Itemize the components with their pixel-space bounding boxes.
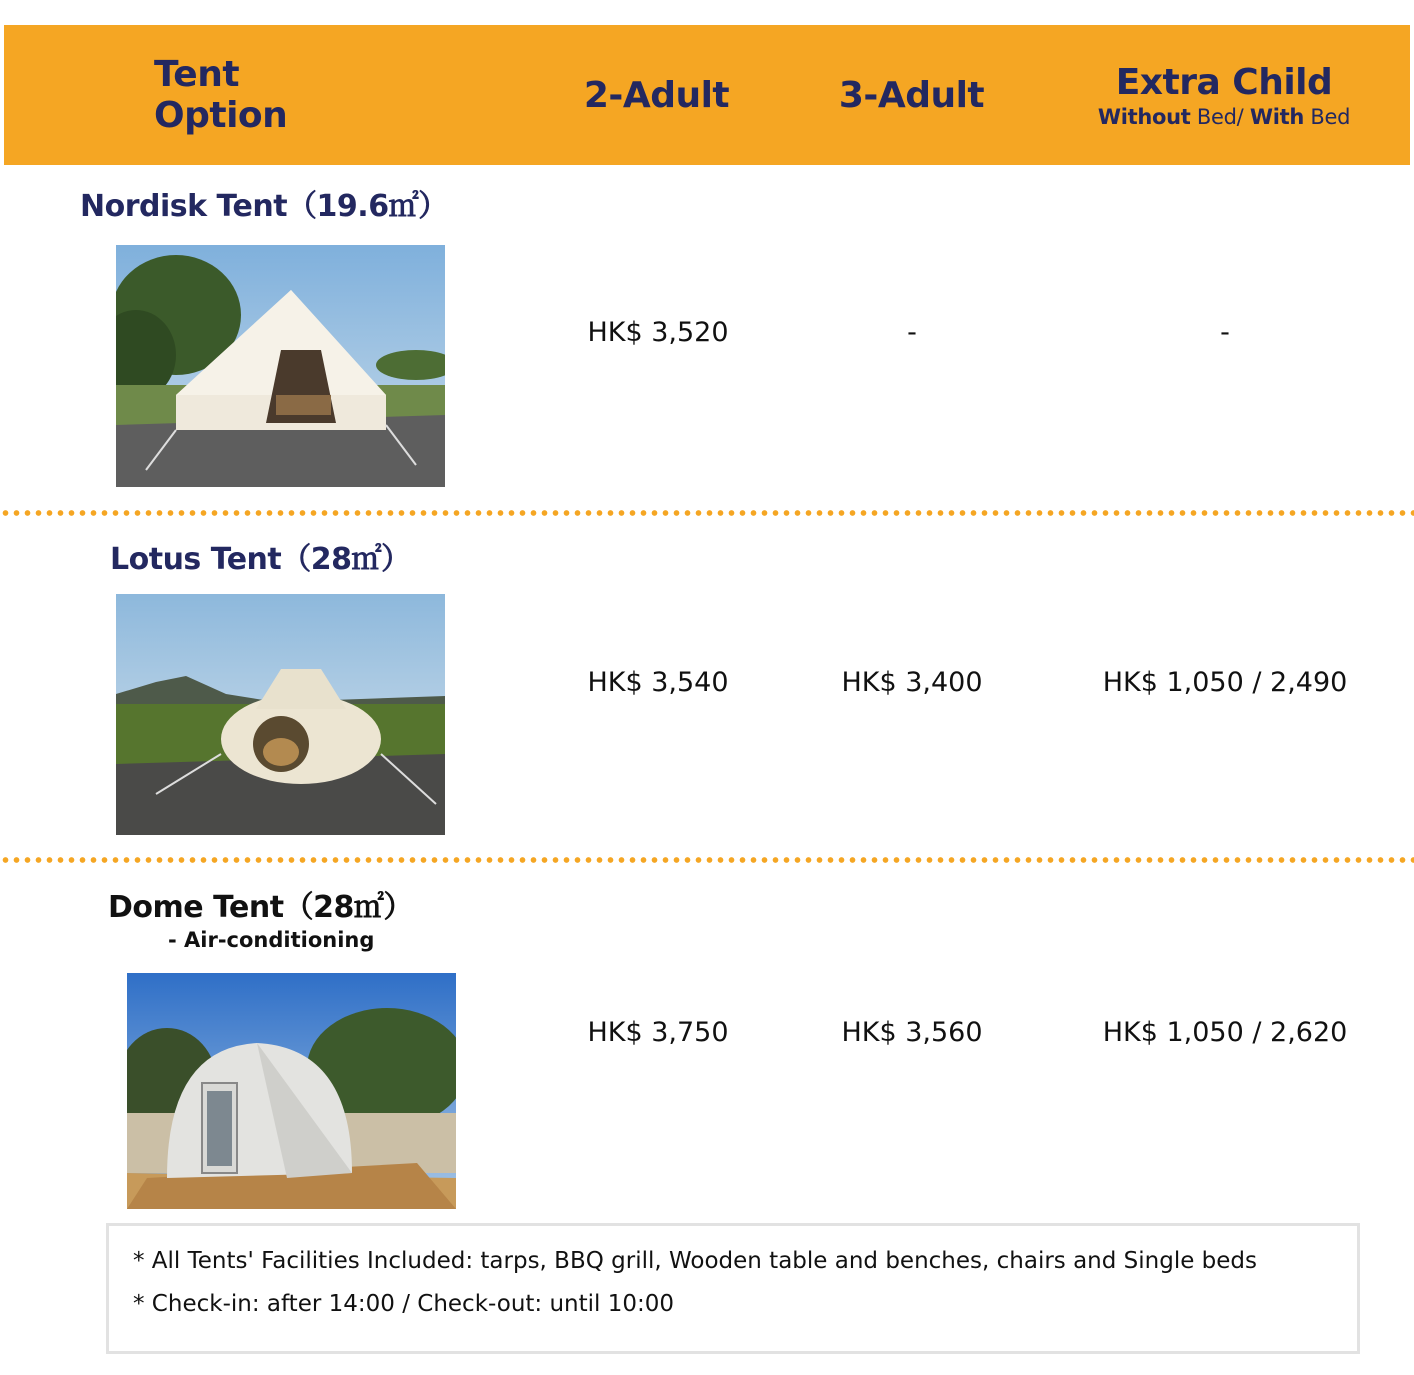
tent-name-lotus: Lotus Tent（28㎡） [110,542,411,577]
dome-tent-photo [127,973,456,1209]
bed-label-1: Bed/ [1190,104,1250,129]
dome-price-2-adult: HK$ 3,750 [587,1017,729,1048]
header-tent-option-label: Tent Option [154,54,288,136]
dome-price-extra-child: HK$ 1,050 / 2,620 [1102,1017,1348,1048]
lotus-tent-photo [116,594,445,835]
notes-box [106,1223,1360,1354]
nordisk-tent-photo [116,245,445,487]
dome-price-3-adult: HK$ 3,560 [841,1017,983,1048]
without-label: Without [1097,104,1191,129]
bed-label-2: Bed [1303,104,1351,129]
header-extra-child-sublabel [1098,105,1350,129]
row-divider [0,857,1414,863]
note-check-in: * Check-in: after 14:00 / Check-out: until 10:00 [133,1291,675,1317]
lotus-price-2-adult: HK$ 3,540 [587,667,729,698]
nordisk-price-2-adult: HK$ 3,520 [587,317,729,348]
row-divider [0,510,1414,516]
lotus-price-3-adult: HK$ 3,400 [841,667,983,698]
table-header [4,25,1410,165]
header-extra-child [1079,25,1369,165]
header-extra-child-label: Extra Child [1115,61,1333,103]
header-tent-option [154,25,384,165]
nordisk-price-3-adult: - [907,317,917,348]
tent-name-nordisk: Nordisk Tent（19.6㎡） [80,189,448,224]
lotus-price-extra-child: HK$ 1,050 / 2,490 [1102,667,1348,698]
nordisk-price-extra-child: - [1220,317,1230,348]
header-2-adult-label: 2-Adult [583,74,730,116]
with-label: With [1249,104,1304,129]
tent-note-dome: - Air-conditioning [168,928,375,952]
header-3-adult [824,25,999,165]
tent-name-dome: Dome Tent（28㎡） [108,890,413,925]
note-facilities: * All Tents' Facilities Included: tarps, BBQ grill, Wooden table and benches, chairs and Single beds [133,1248,1258,1274]
header-3-adult-label: 3-Adult [838,74,985,116]
header-2-adult [569,25,744,165]
